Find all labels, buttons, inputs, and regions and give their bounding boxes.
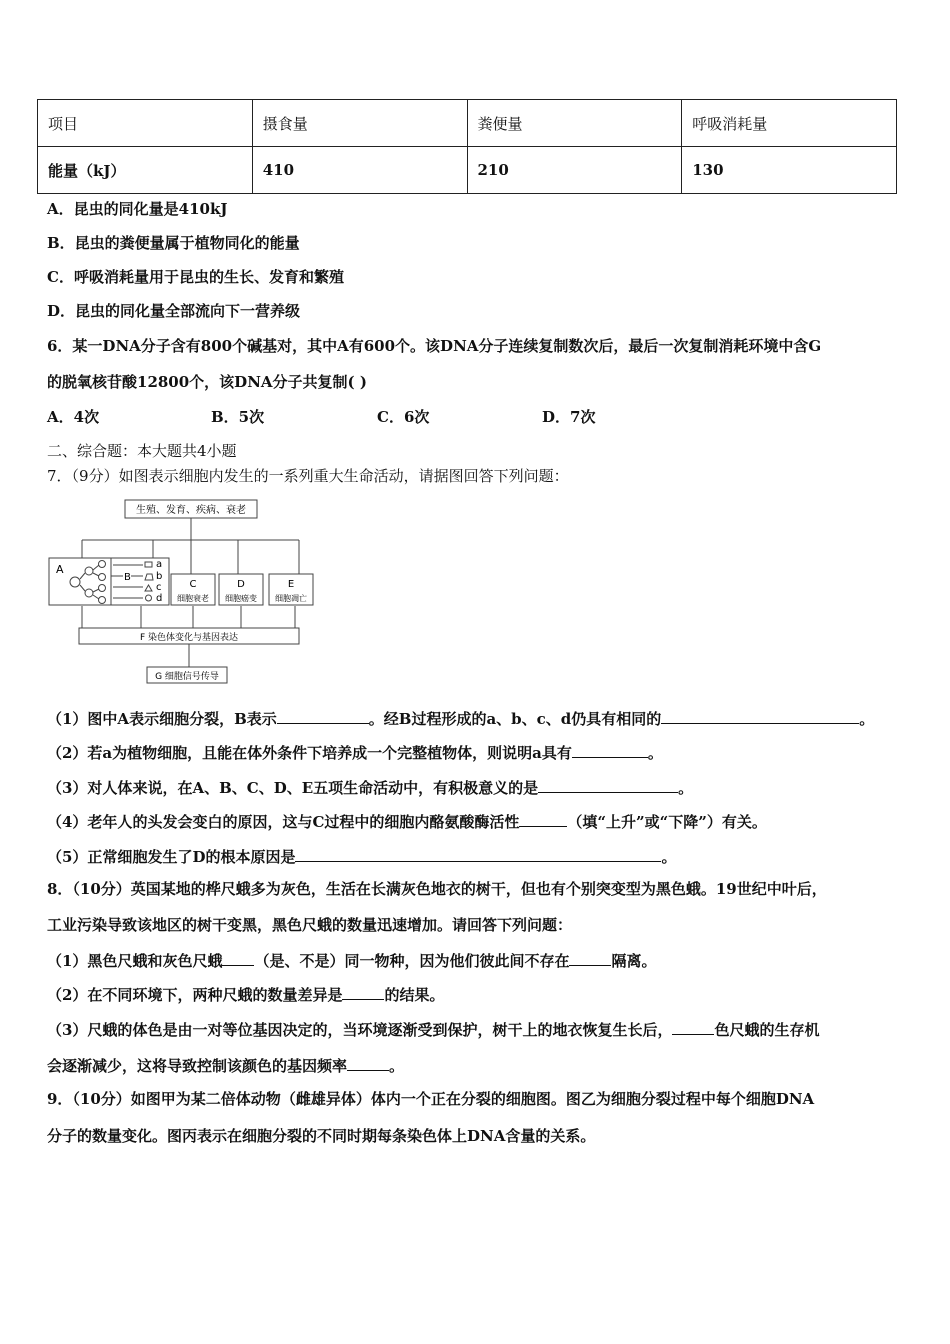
q7-part3-text-b: 。: [678, 779, 694, 797]
q6-option-c: C．6次: [377, 408, 430, 426]
q5-option-c: C．呼吸消耗量用于昆虫的生长、发育和繁殖: [47, 268, 344, 286]
q7-part3-text-a: （3）对人体来说，在A、B、C、D、E五项生命活动中，有积极意义的是: [47, 779, 539, 797]
answer-blank[interactable]: [222, 949, 254, 966]
answer-blank[interactable]: [569, 949, 611, 966]
answer-blank[interactable]: [538, 776, 678, 793]
q8-part3-text-b: 色尺蛾的生存机: [714, 1021, 820, 1039]
diagram-output-c: c: [156, 582, 162, 593]
q7-part2: [47, 741, 663, 763]
q8-part3-text-d: 。: [389, 1057, 405, 1075]
q6-stem-line1: 6．某一DNA分子含有800个碱基对，其中A有600个。该DNA分子连续复制数次后，最后一次复制消耗环境中含G: [47, 337, 822, 355]
diagram-e-text: 细胞凋亡: [275, 594, 307, 603]
q7-part5: [47, 845, 676, 867]
table-cell: 210: [467, 147, 682, 194]
life-activity-diagram: [45, 496, 320, 688]
diagram-output-d: d: [156, 593, 163, 604]
q6-stem-line2: 的脱氧核苷酸12800个，该DNA分子共复制( ): [47, 373, 367, 391]
q8-part1: [47, 949, 656, 971]
q5-option-d: D．昆虫的同化量全部流向下一营养级: [47, 302, 301, 320]
q7-part4-text-a: （4）老年人的头发会变白的原因，这与C过程中的细胞内酪氨酸酶活性: [47, 813, 520, 831]
table-cell: 能量（kJ）: [38, 147, 253, 194]
section-heading: 二、综合题：本大题共4小题: [47, 442, 237, 460]
diagram-output-b: b: [156, 571, 163, 582]
q7-part5-text-b: 。: [661, 848, 677, 866]
answer-blank[interactable]: [295, 845, 661, 862]
q7-part1: [47, 707, 874, 729]
diagram-e-label: E: [287, 579, 295, 590]
answer-blank[interactable]: [572, 741, 648, 758]
q8-part3: [47, 1018, 819, 1040]
q8-part2: [47, 983, 444, 1005]
q8-part1-text-c: 隔离。: [611, 952, 657, 970]
diagram-c-text: 细胞衰老: [177, 594, 209, 603]
q9-stem-line1: 9．（10分）如图甲为某二倍体动物（雌雄异体）体内一个正在分裂的细胞图。图乙为细胞分裂过程中每个细胞DNA: [47, 1090, 815, 1108]
q8-part3-text-a: （3）尺蛾的体色是由一对等位基因决定的，当环境逐渐受到保护，树干上的地衣恢复生长后，: [47, 1021, 673, 1039]
answer-blank[interactable]: [661, 707, 859, 724]
q8-part1-text-a: （1）黑色尺蛾和灰色尺蛾: [47, 952, 223, 970]
diagram-output-a: a: [156, 559, 163, 570]
q8-part3-cont: [47, 1054, 404, 1076]
table-cell: 130: [682, 147, 897, 194]
answer-blank[interactable]: [347, 1054, 389, 1071]
diagram-f-label: F 染色体变化与基因表达: [139, 633, 239, 643]
q8-part2-text-b: 的结果。: [384, 986, 445, 1004]
q7-part4: [47, 810, 767, 832]
q7-part4-text-b: （填“上升”或“下降”）有关。: [567, 813, 767, 831]
answer-blank[interactable]: [342, 983, 384, 1000]
answer-blank[interactable]: [277, 707, 369, 724]
diagram-b-label: B: [124, 572, 131, 583]
table-header-cell: 粪便量: [467, 100, 682, 147]
q6-option-d: D．7次: [542, 408, 596, 426]
q7-part2-text-a: （2）若a为植物细胞，且能在体外条件下培养成一个完整植物体，则说明a具有: [47, 744, 572, 762]
q8-part3-text-c: 会逐渐减少，这将导致控制该颜色的基因频率: [47, 1057, 348, 1075]
q5-option-b: B．昆虫的粪便量属于植物同化的能量: [47, 234, 300, 252]
q6-option-b: B．5次: [211, 408, 265, 426]
table-header-row: [38, 100, 897, 147]
answer-blank[interactable]: [519, 810, 567, 827]
answer-blank[interactable]: [672, 1018, 714, 1035]
q7-part5-text-a: （5）正常细胞发生了D的根本原因是: [47, 848, 296, 866]
q7-stem: 7．（9分）如图表示细胞内发生的一系列重大生命活动，请据图回答下列问题：: [47, 467, 569, 485]
diagram-g-label: G 细胞信号传导: [155, 672, 219, 682]
q7-part1-text-c: 。: [859, 710, 875, 728]
q7-part3: [47, 776, 693, 798]
q9-stem-line2: 分子的数量变化。图丙表示在细胞分裂的不同时期每条染色体上DNA含量的关系。: [47, 1127, 596, 1145]
table-header-cell: 摄食量: [252, 100, 467, 147]
q7-part1-text-a: （1）图中A表示细胞分裂，B表示: [47, 710, 277, 728]
diagram-d-text: 细胞癌变: [225, 594, 257, 603]
diagram-c-label: C: [189, 579, 197, 590]
energy-table: [37, 99, 897, 194]
table-cell: 410: [252, 147, 467, 194]
q5-option-a: A．昆虫的同化量是410kJ: [47, 200, 228, 218]
q8-part2-text-a: （2）在不同环境下，两种尺蛾的数量差异是: [47, 986, 343, 1004]
q8-stem-line1: 8．（10分）英国某地的桦尺蛾多为灰色，生活在长满灰色地衣的树干，但也有个别突变型为黑色蛾。19世纪中叶后，: [47, 880, 827, 898]
q6-option-a: A．4次: [47, 408, 100, 426]
q7-part1-text-b: 。经B过程形成的a、b、c、d仍具有相同的: [368, 710, 662, 728]
q8-part1-text-b: （是、不是）同一物种，因为他们彼此间不存在: [254, 952, 570, 970]
q7-part2-text-b: 。: [647, 744, 663, 762]
diagram-top-label: 生殖、发育、疾病、衰老: [136, 505, 246, 516]
table-row: [38, 147, 897, 194]
table-header-cell: 呼吸消耗量: [682, 100, 897, 147]
diagram-d-label: D: [237, 579, 245, 590]
diagram-a-label: A: [56, 563, 64, 576]
table-header-cell: 项目: [38, 100, 253, 147]
q8-stem-line2: 工业污染导致该地区的树干变黑，黑色尺蛾的数量迅速增加。请回答下列问题：: [47, 916, 573, 934]
